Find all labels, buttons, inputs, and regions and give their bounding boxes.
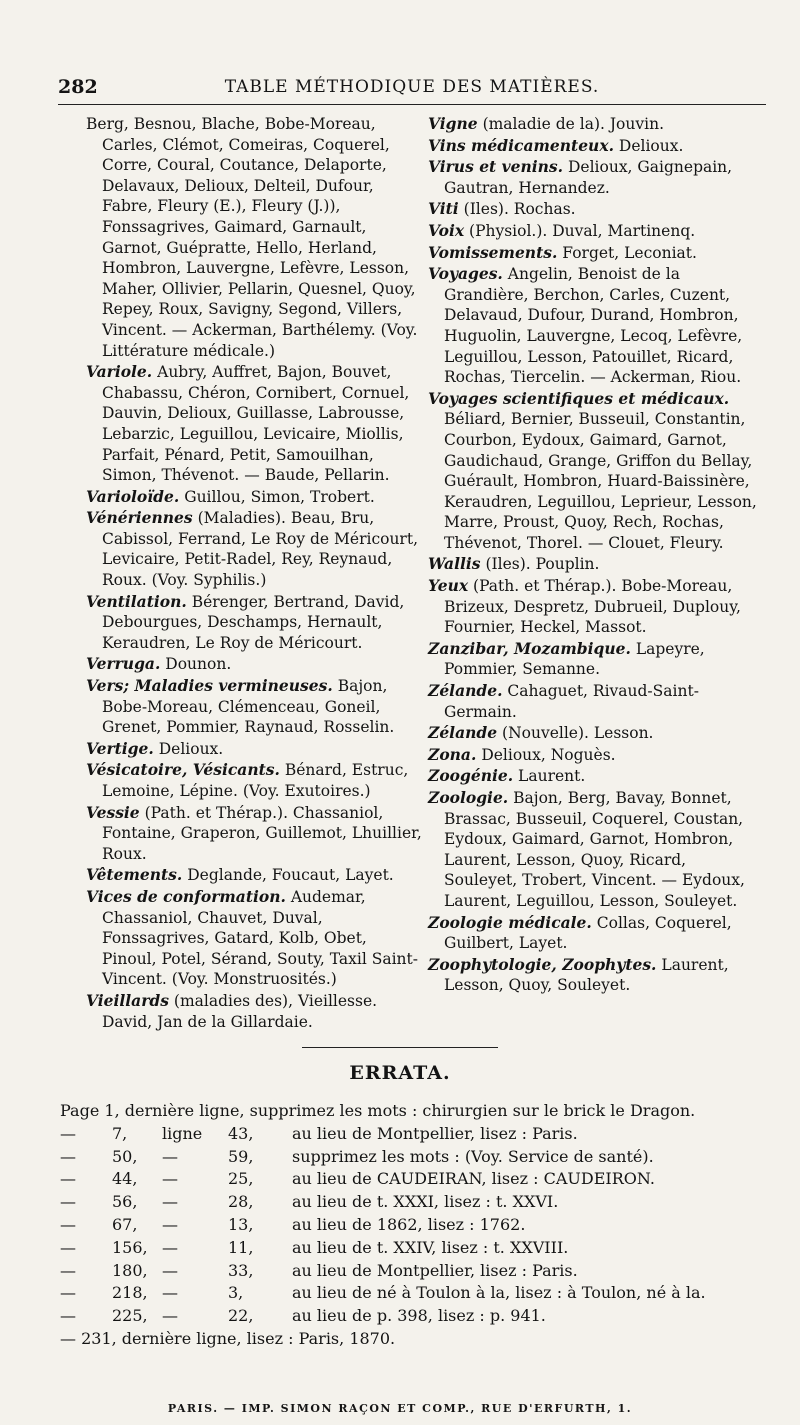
index-authors: Bérenger, Bertrand, David, Debourgues, Deschamps, Hernault, Keraudren, Le Roy de Méricourt. [102, 592, 405, 652]
index-term: Vertige. [86, 738, 154, 758]
index-term: Zoophytologie, Zoophytes. [428, 954, 657, 974]
index-term: Ventilation. [86, 591, 187, 611]
errata-page: 156, [112, 1237, 148, 1257]
errata-text: au lieu de Montpellier, lisez : Paris. [292, 1123, 578, 1143]
errata-row [60, 1305, 770, 1328]
index-entry [428, 264, 764, 388]
index-term: Vêtements. [86, 865, 183, 885]
index-entry [428, 157, 764, 198]
errata-dash: — [60, 1146, 76, 1166]
index-authors: Aubry, Auffret, Bajon, Bouvet, Chabassu, Chéron, Cornibert, Cornuel, Dauvin, Delioux, Guillasse, Labrousse, Lebarzic, Leguillou, Levicaire, Miollis, Parfait, Pénard, Petit, Samouilhan, Simon, Thévenot. — Baude, Pellarin. [102, 363, 410, 485]
index-entry [86, 114, 422, 361]
page-header [58, 72, 766, 105]
index-entry [428, 681, 764, 722]
errata-line: 28, [228, 1192, 254, 1212]
index-term: Variole. [86, 362, 153, 382]
index-authors: Delioux. [618, 136, 684, 155]
index-term: Vigne [428, 114, 478, 133]
errata-dash: — [60, 1123, 76, 1143]
index-authors: Collas, Coquerel, Guilbert, Layet. [444, 913, 732, 953]
index-entry [428, 723, 764, 744]
index-authors: Audemar, Chassaniol, Chauvet, Duval, Fonssagrives, Gatard, Kolb, Obet, Pinoul, Potel, Sérand, Souty, Taxil Saint-Vincent. (Voy. Monstruosités.) [102, 887, 418, 989]
errata-text: au lieu de t. XXXI, lisez : t. XXVI. [292, 1192, 559, 1212]
index-term: Vieillards [86, 990, 169, 1010]
errata-page: 50, [112, 1146, 138, 1166]
errata-text: au lieu de 1862, lisez : 1762. [292, 1214, 526, 1234]
index-authors: (Path. et Thérap.). Bobe-Moreau, Brizeux, Despretz, Dubrueil, Duplouy, Fournier, Heckel, Massot. [444, 577, 741, 637]
index-authors: Bénard, Estruc, Lemoine, Lépine. (Voy. Exutoires.) [102, 761, 409, 800]
index-term: Vénériennes [86, 508, 193, 528]
index-authors: Berg, Besnou, Blache, Bobe-Moreau, Carles, Clémot, Comeiras, Coquerel, Corre, Coural, Coutance, Delaporte, Delavaux, Delioux, Delteil, Dufour, Fabre, Fleury (E.), Fleury (J.)), Fonssagrives, Gaimard, Garnault, Garnot, Guépratte, Hello, Herland, Hombron, Lauvergne, Lefèvre, Lesson, Maher, Ollivier, Pellarin, Quesnel, Quoy, Repey, Roux, Savigny, Segond, Villers, Vincent. — Ackerman, Barthélemy. (Voy. Littérature médicale.) [86, 115, 418, 360]
index-authors: Angelin, Benoist de la Grandière, Berchon, Carles, Cuzent, Delavaud, Dufour, Durand, Hombron, Huguolin, Lauvergne, Lecoq, Lefèvre, Leguillou, Lesson, Patouillet, Ricard, Rochas, Tiercelin. — Ackerman, Riou. [444, 265, 743, 387]
index-authors: (Path. et Thérap.). Chassaniol, Fontaine, Graperon, Guillemot, Lhuillier, Roux. [102, 803, 422, 863]
errata-rows [60, 1123, 770, 1328]
index-entry [428, 136, 764, 157]
index-term: Voix [428, 220, 465, 240]
index-entry [428, 576, 764, 638]
index-entry [86, 654, 422, 675]
errata-text: au lieu de t. XXIV, lisez : t. XXVIII. [292, 1237, 569, 1257]
errata-row [60, 1282, 770, 1305]
index-entry [86, 865, 422, 886]
index-authors: (Iles). Rochas. [463, 200, 576, 219]
index-entry [86, 508, 422, 590]
index-entry [428, 745, 764, 766]
index-authors: Cahaguet, Rivaud-Saint-Germain. [444, 682, 699, 721]
errata-row [60, 1168, 770, 1191]
errata-page: 225, [112, 1306, 148, 1326]
index-entry [86, 991, 422, 1032]
index-term: Voyages. [428, 264, 503, 284]
index-term: Virus et venins. [428, 157, 564, 177]
errata-list [60, 1100, 770, 1351]
index-term: Zona. [428, 744, 477, 764]
errata-last-line [60, 1328, 770, 1351]
index-term: Zoologie médicale. [428, 912, 592, 932]
index-entry [428, 554, 764, 575]
errata-line: 11, [228, 1237, 254, 1257]
index-entry [86, 487, 422, 508]
errata-dash: — [60, 1260, 76, 1280]
index-entry [86, 592, 422, 654]
errata-page: 44, [112, 1169, 138, 1189]
index-authors: (Nouvelle). Lesson. [502, 724, 654, 743]
printer-footer: PARIS. — IMP. SIMON RAÇON ET COMP., RUE D'ERFURTH, 1. [167, 1402, 633, 1415]
errata-row [60, 1214, 770, 1237]
errata-page: 218, [112, 1283, 148, 1303]
errata-sep: ligne [162, 1123, 203, 1143]
index-authors: Delioux, Noguès. [481, 745, 616, 764]
errata-dash: — [60, 1283, 76, 1303]
errata-sep: — [162, 1260, 178, 1280]
index-authors: (Maladies). Beau, Bru, Cabissol, Ferrand, Le Roy de Méricourt, Levicaire, Petit-Radel, Rey, Reynaud, Roux. (Voy. Syphilis.) [102, 509, 419, 590]
index-authors: Béliard, Bernier, Busseuil, Constantin, Courbon, Eydoux, Gaimard, Garnot, Gaudichaud, Grange, Griffon du Bellay, Guérault, Hombron, Huard-Baissinère, Keraudren, Leguillou, Leprieur, Lesson, Marre, Proust, Quoy, Rech, Rochas, Thévenot, Thorel. — Clouet, Fleury. [444, 410, 757, 552]
index-entry [428, 766, 764, 787]
errata-text: au lieu de né à Toulon à la, lisez : à Toulon, né à la. [292, 1283, 706, 1303]
index-term: Zanzibar, Mozambique. [428, 638, 631, 658]
index-entry [86, 803, 422, 865]
index-authors: (maladie de la). Jouvin. [482, 115, 664, 133]
index-term: Yeux [428, 576, 469, 596]
errata-row [60, 1191, 770, 1214]
index-entry [428, 199, 764, 220]
errata-line: 13, [228, 1214, 254, 1234]
index-term: Vomissements. [428, 242, 558, 262]
errata-row [60, 1123, 770, 1146]
index-authors: Dounon. [165, 655, 232, 674]
index-entry [428, 389, 764, 554]
errata-text: supprimez les mots : (Voy. Service de santé). [292, 1146, 654, 1166]
index-authors: Laurent. [518, 767, 586, 786]
index-entry [428, 243, 764, 264]
running-title: TABLE MÉTHODIQUE DES MATIÈRES. [224, 77, 600, 97]
index-authors: (Physiol.). Duval, Martinenq. [469, 221, 696, 240]
index-authors: Laurent, Lesson, Quoy, Souleyet. [444, 955, 729, 995]
section-divider [302, 1047, 498, 1048]
errata-text: au lieu de CAUDEIRAN, lisez : CAUDEIRON. [292, 1169, 655, 1189]
index-authors: Forget, Leconiat. [562, 243, 697, 262]
errata-sep: — [162, 1169, 178, 1189]
index-entry [428, 114, 764, 135]
errata-sep: — [162, 1214, 178, 1234]
index-authors: (maladies des), Vieillesse. David, Jan de la Gillardaie. [102, 991, 378, 1031]
errata-title: ERRATA. [349, 1062, 451, 1084]
errata-sep: — [162, 1192, 178, 1212]
index-term: Wallis [428, 554, 481, 574]
index-entry [86, 760, 422, 801]
errata-first-line [60, 1100, 770, 1123]
index-entry [428, 788, 764, 912]
errata-text: au lieu de p. 398, lisez : p. 941. [292, 1306, 546, 1326]
index-term: Zoogénie. [428, 766, 514, 786]
index-term: Viti [428, 199, 459, 219]
index-authors: Lapeyre, Pommier, Semanne. [444, 639, 705, 679]
left-column [86, 114, 422, 1033]
errata-dash: — [60, 1192, 76, 1212]
errata-sep: — [162, 1146, 178, 1166]
index-authors: Bajon, Bobe-Moreau, Clémenceau, Goneil, Grenet, Pommier, Raynaud, Rosselin. [102, 677, 395, 737]
index-term: Vessie [86, 802, 140, 822]
index-entry [428, 913, 764, 954]
index-authors: Guillou, Simon, Trobert. [184, 487, 375, 506]
errata-line: 43, [228, 1123, 254, 1143]
errata-page: 67, [112, 1214, 138, 1234]
index-term: Zélande [428, 723, 498, 743]
index-entry [86, 739, 422, 760]
errata-page: 56, [112, 1192, 138, 1212]
index-entry [86, 676, 422, 738]
errata-line-text: Page 1, dernière ligne, supprimez les mots : chirurgien sur le brick le Dragon. [60, 1101, 696, 1120]
index-authors: Deglande, Foucaut, Layet. [187, 866, 394, 885]
errata-line: 59, [228, 1146, 254, 1166]
errata-line: 22, [228, 1306, 254, 1326]
page-number: 282 [58, 76, 98, 98]
errata-text: au lieu de Montpellier, lisez : Paris. [292, 1260, 578, 1280]
index-term: Zoologie. [428, 788, 509, 807]
index-entry [428, 221, 764, 242]
index-authors: (Iles). Pouplin. [485, 555, 600, 574]
errata-row [60, 1260, 770, 1283]
errata-dash: — [60, 1169, 76, 1189]
index-entry [86, 362, 422, 486]
index-term: Vers; Maladies vermineuses. [86, 676, 333, 696]
errata-sep: — [162, 1283, 178, 1303]
index-entry [86, 887, 422, 990]
index-term: Vins médicamenteux. [428, 135, 614, 155]
index-term: Vices de conformation. [86, 886, 286, 906]
index-term: Verruga. [86, 654, 161, 674]
index-authors: Bajon, Berg, Bavay, Bonnet, Brassac, Busseuil, Coquerel, Coustan, Eydoux, Gaimard, Garnot, Hombron, Laurent, Lesson, Quoy, Ricard, Souleyet, Trobert, Vincent. — Eydoux, Laurent, Leguillou, Lesson, Souleyet. [444, 789, 745, 910]
index-term: Voyages scientifiques et médicaux. [428, 388, 730, 408]
errata-dash: — [60, 1237, 76, 1257]
errata-line-text: — 231, dernière ligne, lisez : Paris, 1870. [60, 1328, 396, 1348]
errata-row [60, 1146, 770, 1169]
index-entry [428, 639, 764, 680]
index-authors: Delioux, Gaignepain, Gautran, Hernandez. [444, 158, 733, 197]
index-authors: Delioux. [158, 739, 224, 758]
errata-sep: — [162, 1237, 178, 1257]
errata-row [60, 1237, 770, 1260]
errata-dash: — [60, 1306, 76, 1326]
errata-line: 25, [228, 1169, 254, 1189]
errata-line: 33, [228, 1260, 254, 1280]
index-term: Varioloïde. [86, 486, 180, 506]
index-term: Vésicatoire, Vésicants. [86, 760, 280, 780]
index-term: Zélande. [428, 681, 503, 701]
index-entry [428, 955, 764, 996]
errata-dash: — [60, 1214, 76, 1234]
errata-page: 180, [112, 1260, 148, 1280]
errata-sep: — [162, 1306, 178, 1326]
right-column [428, 114, 764, 997]
errata-page: 7, [112, 1123, 128, 1143]
errata-line: 3, [228, 1283, 244, 1303]
